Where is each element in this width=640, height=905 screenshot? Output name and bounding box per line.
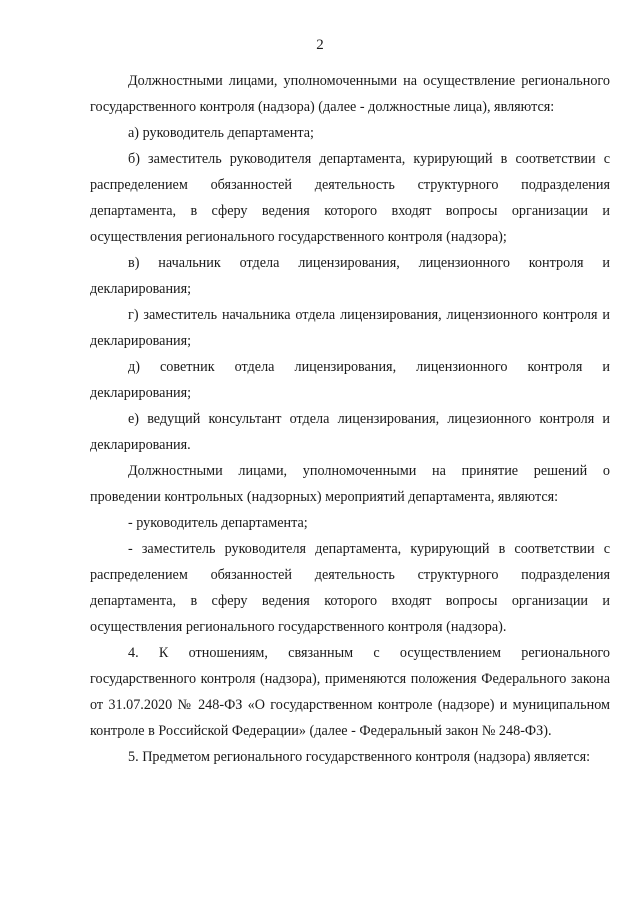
list-item-g: г) заместитель начальника отдела лицензирования, лицензионного контроля и декларирования; bbox=[90, 307, 610, 349]
list-item-b: б) заместитель руководителя департамента, курирующий в соответствии с распределением обязанностей деятельность структурного подразделения департамента, в сферу ведения которого входят вопросы организации и осуществления регионального государственного контроля (надзора); bbox=[90, 151, 610, 245]
dash-item-head: - руководитель департамента; bbox=[128, 515, 308, 531]
paragraph-officials-intro: Должностными лицами, уполномоченными на осуществление регионального государственного контроля (надзора) (далее - должностные лица), являются: bbox=[90, 73, 610, 115]
list-item-d: д) советник отдела лицензирования, лицензионного контроля и декларирования; bbox=[90, 359, 610, 401]
document-body bbox=[90, 68, 610, 770]
list-item-a: а) руководитель департамента; bbox=[128, 125, 314, 141]
page-number: 2 bbox=[316, 37, 324, 53]
list-item-v: в) начальник отдела лицензирования, лицензионного контроля и декларирования; bbox=[90, 255, 610, 297]
paragraph-5-subject: 5. Предметом регионального государственного контроля (надзора) является: bbox=[128, 749, 591, 765]
list-item-e: е) ведущий консультант отдела лицензирования, лицезионного контроля и декларирования. bbox=[90, 411, 610, 453]
paragraph-4-federal-law: 4. К отношениям, связанным с осуществлением регионального государственного контроля (надзора), применяются положения Федерального закона от 31.07.2020 № 248-ФЗ «О государственном контроле (надзоре) и муниципальном контроле в Российской Федерации» (далее - Федеральный закон № 248-ФЗ). bbox=[90, 645, 610, 739]
dash-item-deputy: - заместитель руководителя департамента, курирующий в соответствии с распределением обязанностей деятельность структурного подразделения департамента, в сферу ведения которого входят вопросы организации и осуществления регионального государственного контроля (надзора). bbox=[90, 541, 610, 635]
paragraph-decision-officials: Должностными лицами, уполномоченными на принятие решений о проведении контрольных (надзорных) мероприятий департамента, являются: bbox=[90, 463, 610, 505]
